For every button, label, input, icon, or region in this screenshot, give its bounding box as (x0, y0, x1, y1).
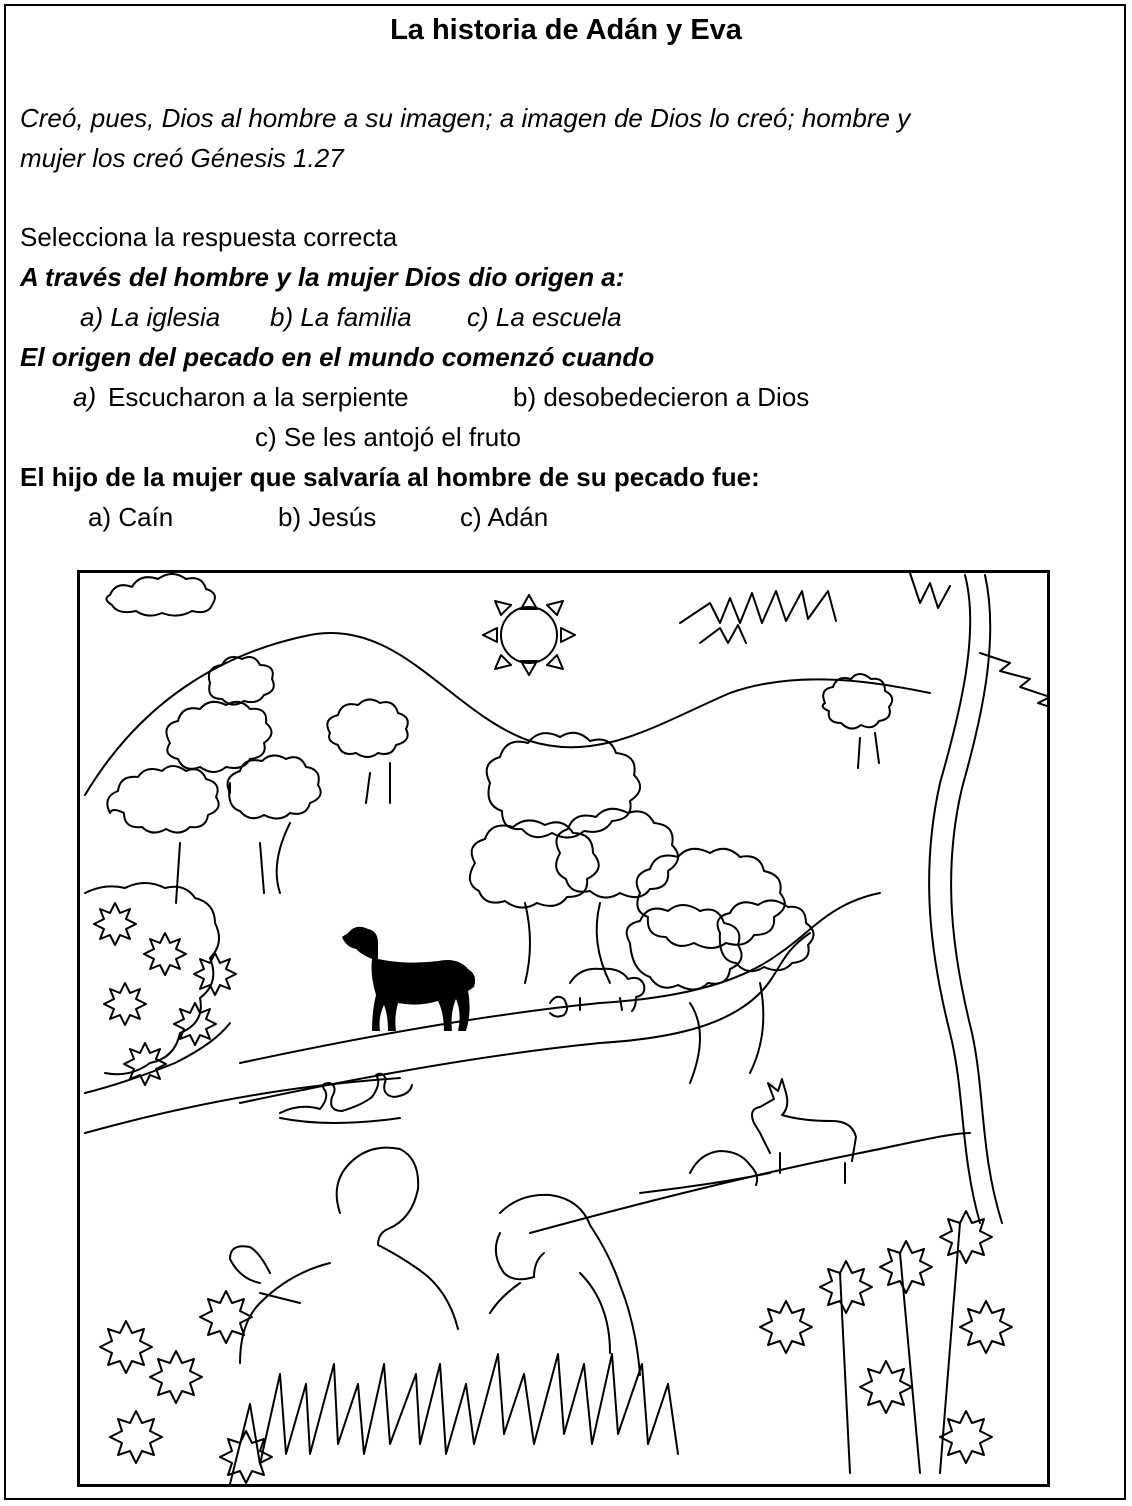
adam-outline (230, 1148, 458, 1363)
question-2: El origen del pecado en el mundo comenzó cuando (20, 342, 655, 372)
tree-small-middle (327, 699, 407, 803)
q1-option-b[interactable]: b) La familia (270, 302, 412, 332)
eden-drawing (80, 573, 1047, 1484)
bible-verse (20, 98, 1100, 178)
q1-option-a[interactable]: a) La iglesia (80, 302, 221, 332)
question-1: A través del hombre y la mujer Dios dio origen a: (20, 262, 625, 292)
q2-option-c[interactable]: c) Se les antojó el fruto (255, 422, 521, 452)
deer-outline (690, 1079, 856, 1185)
river-bank-lower (85, 1078, 970, 1233)
horse-silhouette (342, 927, 475, 1031)
sun-icon (483, 595, 575, 675)
q1-option-c[interactable]: c) La escuela (467, 302, 622, 332)
q2-option-a[interactable]: Escucharon a la serpiente (108, 382, 409, 412)
cat-outline (550, 969, 644, 1017)
q3-option-b[interactable]: b) Jesús (278, 502, 377, 532)
q2-option-a-letter[interactable]: a) (73, 382, 97, 412)
question-3: El hijo de la mujer que salvaría al hombre de su pecado fue: (20, 462, 760, 492)
q3-option-a[interactable]: a) Caín (88, 502, 174, 532)
flower-bush-left (85, 883, 236, 1093)
page-title: La historia de Adán y Eva (390, 14, 742, 46)
q2-option-b[interactable]: b) desobedecieron a Dios (513, 382, 810, 412)
cloud-icon (106, 574, 214, 616)
q3-option-c[interactable]: c) Adán (460, 502, 549, 532)
flowers-bottom-right (760, 1211, 1012, 1473)
eve-outline (490, 1195, 640, 1375)
grass-foreground (230, 1354, 678, 1484)
instruction: Selecciona la respuesta correcta (20, 222, 398, 252)
tree-large-right (627, 849, 814, 1083)
eden-illustration (77, 570, 1050, 1487)
hill-outline (85, 633, 930, 795)
tree-large-center (470, 733, 678, 983)
verse-line-2: mujer los creó Génesis 1.27 (20, 143, 344, 173)
palm-trunk (929, 575, 1002, 1223)
tree-group-left (107, 657, 320, 903)
flowers-bottom-left (100, 1291, 272, 1483)
verse-line-1: Creó, pues, Dios al hombre a su imagen; a imagen de Dios lo creó; hombre y (20, 103, 911, 133)
tree-small-right (823, 674, 892, 768)
